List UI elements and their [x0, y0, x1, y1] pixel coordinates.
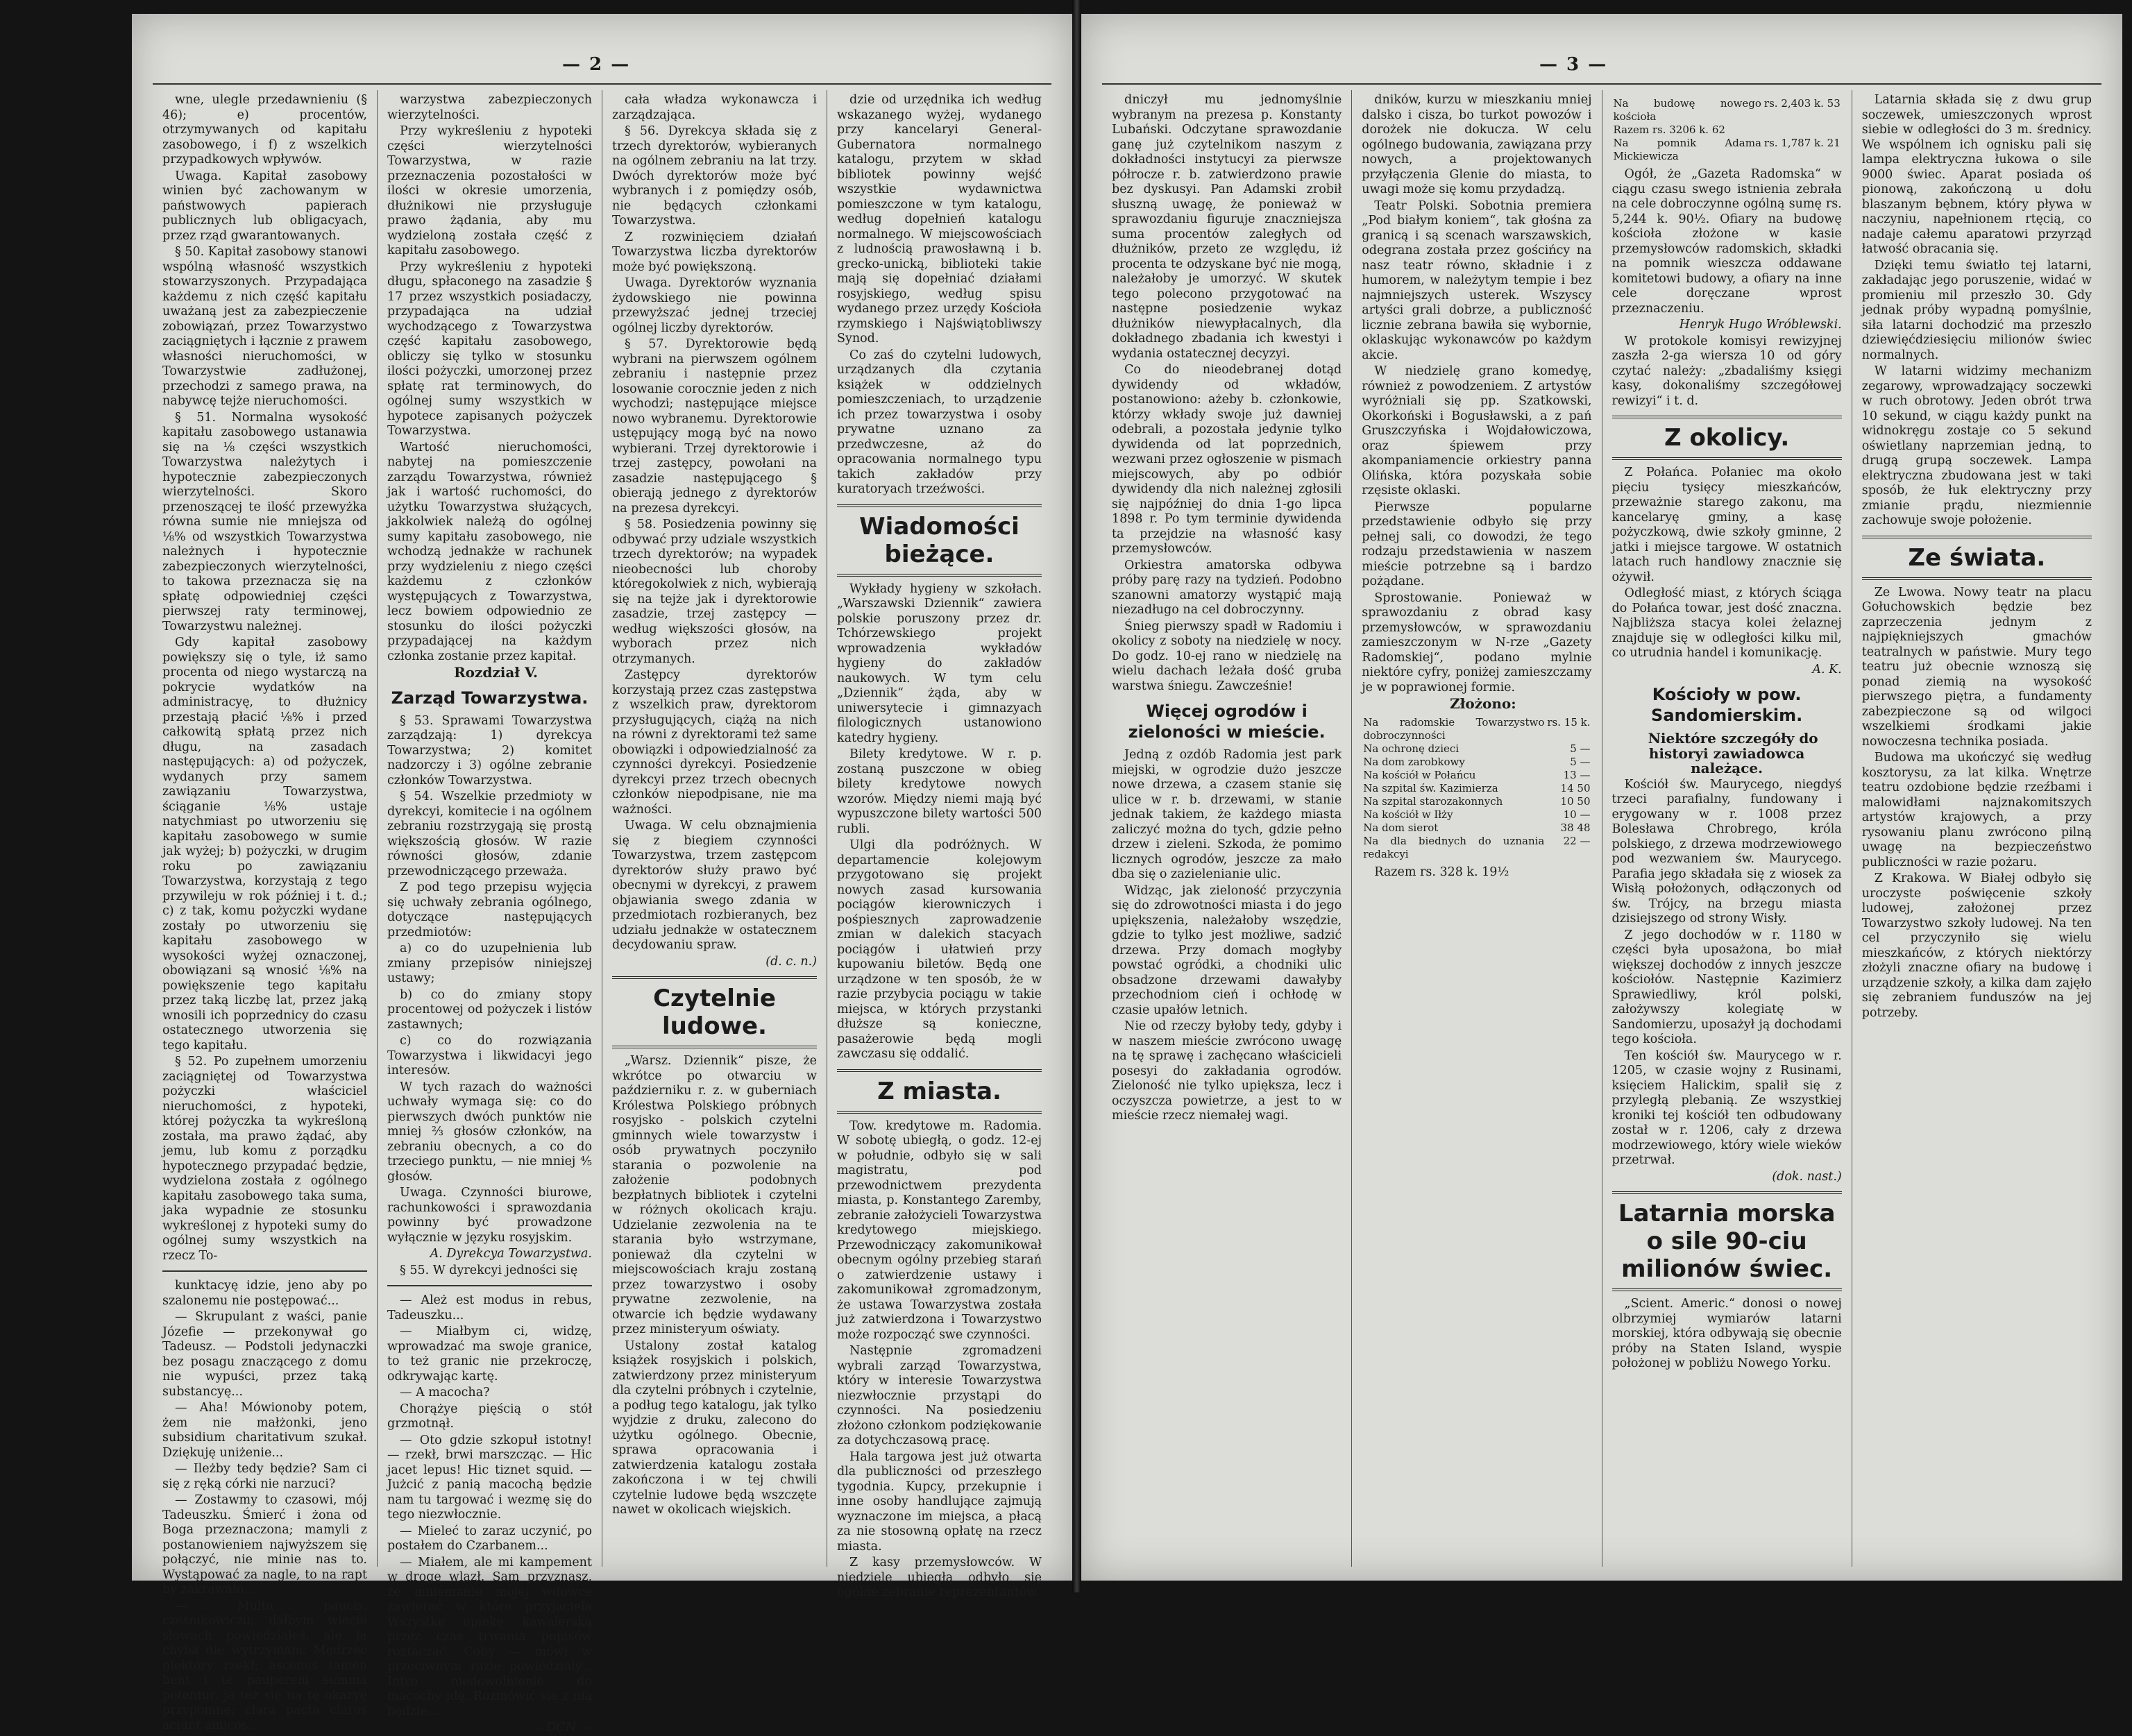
article-heading: Z okolicy. [1612, 416, 1842, 460]
paragraph: Co do nieodebranej dotąd dywidendy od wkładów, postanowiono: ażeby b. członkowie, którzy wkłady swoje już dawniej odebrali, a pozostała jedynie tylko dywidenda od lat poprzednich, wezwani przez ogłoszenie w pismach miejscowych, aby po odbiór dywidendy dla nich należnej zgłosili się najpóźniej do dnia 1-go lipca 1898 r. Po tym terminie dywidenda ta przejdzie na własność kasy przemysłowców. [1112, 363, 1342, 556]
ledger-amount: 10 — [1563, 808, 1591, 821]
ledger-row [1362, 795, 1591, 808]
section-divider [387, 1285, 592, 1286]
paragraph: — Ileżby tedy będzie? Sam ci się z ręką córki nie narzuci? [162, 1462, 367, 1491]
column [1102, 90, 1352, 1567]
ledger-label: Na dom zarobkowy [1363, 755, 1465, 768]
ledger-label: Na radomskie Towarzystwo dobroczynności [1363, 715, 1545, 742]
paragraph: cała władza wykonawcza i zarządzająca. [612, 93, 817, 122]
column [378, 90, 602, 1735]
paragraph: Orkiestra amatorska odbywa próby parę razy na tydzień. Podobno szanowni amatorzy wystąpić mają niezadługo na cel dobroczynny. [1112, 558, 1342, 617]
paragraph: W tych razach do ważności uchwały wymaga się: co do pierwszych dwóch punktów nie mniej ⅔ głosów członków, na zebraniu obecnych, a co do trzeciego punktu, — nie mniej ⅘ głosów. [387, 1080, 592, 1184]
paragraph: Pierwsze popularne przedstawienie odbyło się przy pełnej sali, co dowodzi, że tego rodzaju przedstawienia w naszem mieście potrzebne są i bardzo pożądane. [1362, 500, 1592, 588]
paragraph: Z Krakowa. W Białej odbyło się uroczyste poświęcenie szkoły ludowej, założonej przez Towarzystwo szkoły ludowej. Na ten cel przyczyniło się wielu mieszkańców, z których niektórzy złożyli znaczne ofiary na budowę i urządzenie szkoły, a kilka dam zajęło się zebraniem funduszów na jej potrzeby. [1861, 871, 2092, 1020]
ledger-label: Na ochronę dzieci [1363, 742, 1460, 755]
left-page [132, 14, 1072, 1735]
paragraph: Hala targowa jest już otwarta dla publiczności od przeszłego tygodnia. Kupcy, przekupnie i inne osoby handlujące zajmują wyznaczone im miejsca, a płacą za nie stosowną opłatę na rzecz miasta. [837, 1449, 1042, 1554]
paragraph: Z rozwinięciem działań Towarzystwa liczba dyrektorów może być powiększoną. [612, 230, 817, 274]
paragraph: — Mieleć to zaraz uczynić, po postałem do Czarbanem... [387, 1524, 592, 1553]
paragraph: Jedną z ozdób Radomia jest park miejski, w ogrodzie dużo jeszcze nowe drzewa, a czasem stanie się ulice w r. b. drzewami, w stanie jednak takiem, że każdego miasta zaliczyć można do tych, gdzie pełno drzew i zieleni. Szkoda, że pomimo licznych ogrodów, jeszcze za mało dba się o zazielenianie ulic. [1112, 748, 1342, 881]
paragraph: § 50. Kapitał zasobowy stanowi wspólną własność wszystkich stowarzyszonych. Przypadająca każdemu z nich część kapitału uważaną jest za zabezpieczenie zobowiązań, przez Towarzystwo zaciągniętych i łącznie z prawem własności nieruchomości, w Towarzystwie zadłużonej, przechodzi z samego prawa, na nabywcę tejże nieruchomości. [162, 245, 367, 408]
ledger-label: Na szpital starozakonnych [1363, 794, 1503, 808]
page-number: — 2 — [562, 54, 631, 75]
paragraph: Wartość nieruchomości, nabytej na pomieszczenie zarządu Towarzystwa, również jak i wartość ruchomości, do użytku Towarzystwa służących, jakkolwiek należą do ogólnej sumy kapitału zasobowego, nie wchodzą jednakże w rachunek przy wydzieleniu z niego części każdemu z członków występujących z Towarzystwa, lecz bowiem odpowiednio ze stosunku do ilości pożyczki przypadającej na każdym członka zostanie przez kapitał. [387, 440, 592, 663]
paragraph: kunktacyę idzie, jeno aby po szalonemu nie postępować... [162, 1279, 367, 1308]
paragraph: Przy wykreśleniu z hypoteki części wierzytelności Towarzystwa, w razie przeznaczenia pozostałości w ilości w okresie umorzenia, dłużnikowi nie przysługuje prawo żądania, aby mu wydzieloną została część z kapitału zasobowego. [387, 124, 592, 257]
paragraph: § 56. Dyrekcya składa się z trzech dyrektorów, wybieranych na ogólnem zebraniu na lat trzy. Dwóch dyrektorów może być wybranych i z pomiędzy osób, nie będących członkami Towarzystwa. [612, 124, 817, 228]
paragraph: Budowa ma ukończyć się według kosztorysu, za lat kilka. Wnętrze teatru ozdobione będzie rzeźbami i malowidłami najznakomitszych artystów krajowych, a przy rysowaniu planu zwrócono pilną uwagę na bezpieczeństwo publiczności w razie pożaru. [1861, 751, 2092, 869]
paragraph: Teatr Polski. Sobotnia premiera „Pod białym koniem“, tak głośna za granicą i są scenach warszawskich, odegrana została przez gościńcy na nasz teatr równo, składnie i z humorem, w należytym tempie i bez najmniejszych usterek. Wszyscy artyści grali dobrze, a publiczność licznie zebrana bawiła się wybornie, oklaskując wykonawców po każdym akcie. [1362, 198, 1592, 362]
paragraph: W niedzielę grano komedyę, również z powodzeniem. Z artystów wyróżniali się pp. Szatkowski, Okorkoński i Bogusławski, a z pań Gruszczyńska i Wojdałowiczowa, oraz śpiewem przy akompaniamencie orkiestry panna Olińska, która pozyskała sobie rzęsiste oklaski. [1362, 364, 1592, 497]
ledger-amount: 5 — [1570, 742, 1591, 755]
ledger-label: Na kościół w Połańcu [1363, 768, 1476, 781]
columns-container [153, 90, 1051, 1735]
paragraph: Dzięki temu światło tej latarni, zakładając jego poruszenie, widać w promieniu mil przeszło 30. Gdy jednak próby wypadną pomyślnie, siła latarni dochodzić ma przeszło dziewięćdziesięciu milionów świec normalnych. [1861, 258, 2092, 362]
ledger-label: Razem rs. 3206 k. 62 [1613, 124, 1725, 136]
paragraph: dzie od urzędnika ich według wskazanego wyżej, wydanego przy kancelaryi General-Gubernatora normalnego katalogu, przytem w skład bibliotek powinny wejść wszystkie wydawnictwa pomieszczone w tym katalogu, według dopełnień katalogu normalnego. W miejscowościach z ludnością prawosławną i b. grecko-unicką, biblioteki takie mają się dopełniać działami rosyjskiego, według spisu wydanego przez urzędy Kościoła rzymskiego i Najświątobliwszy Synod. [837, 93, 1042, 346]
ledger-amount: 13 — [1563, 768, 1591, 781]
paragraph: Razem rs. 328 k. 19½ [1374, 865, 1509, 879]
column [602, 90, 827, 1567]
paragraph: dniczył mu jednomyślnie wybranym na prezesa p. Konstanty Lubański. Odczytane sprawozdanie ganę już czytelnikom naszym z dokładności instytucyi za pierwsze półrocze r. b. zatwierdzono prawie bez dyskusyi. Pan Adamski zrobił słuszną uwagę, że ponieważ w sprawozdaniu figuruje znaczniejsza suma procentów zaległych od dłużników, przeto ze względu, iż procenta te odzyskane być nie mogą, należałoby je umorzyć. W skutek tego polecono przygotować na następne posiedzenie wykaz dłużników niewypłacalnych, dla dokładnego zbadania ich kwestyi i wydania ostatecznej decyzyi. [1112, 93, 1342, 361]
ledger-row [1362, 808, 1591, 822]
signature: A. Dyrekcya Towarzystwa. [430, 1247, 592, 1261]
paragraph: Przy wykreśleniu z hypoteki długu, spłaconego na zasadzie § 17 przez wszystkich posiadaczy, przypadająca na udział wychodzącego z Towarzystwa część kapitału zasobowego, obliczy się tylko w stosunku ilości pożyczki, umorzonej przez spłatę rat terminowych, do ogólnej sumy wszystkich w hypotece zapisanych pożyczek Towarzystwa. [387, 259, 592, 438]
article-heading: Latarnia morska o sile 90-ciu milionów świec. [1612, 1191, 1842, 1291]
ledger-label: Na dom sierot [1363, 821, 1439, 834]
paragraph: Latarnia składa się z dwu grup soczewek, umieszczonych wprost siebie w odległości do 3 m. średnicy. We wspólnem ich ognisku pali się lampa elektryczna łukowa o sile 9000 świec. Aparat posiada oś pionową, zakończoną u dołu blaszanym bębnem, który pływa w naczyniu, napełnionem rtęcią, co nadaje całemu aparatowi przyrząd łatwość obracania się. [1861, 93, 2092, 256]
paragraph: Następnie zgromadzeni wybrali zarząd Towarzystwa, który w interesie Towarzystwa niezwłocznie przystąpi do czynności. Na posiedzeniu złożono członkom podziękowanie za dotychczasową pracę. [837, 1344, 1042, 1447]
paragraph: — A macocha? [400, 1386, 490, 1399]
paragraph: Co zaś do czytelni ludowych, urządzanych dla czytania książek w oddzielnych pomieszczeniach, to urządzenie ich przez towarzystwa i osoby prywatne uznano za przedwczesne, aż do opracowania normalnego typu takich zakładów przy kuratoryach trzeźwości. [837, 348, 1042, 496]
ledger-label: Na dla biednych do uznania redakcyi [1363, 834, 1545, 860]
column [1602, 90, 1852, 1567]
article-heading: Wiadomości bieżące. [837, 504, 1042, 577]
ledger-row [1362, 822, 1591, 835]
paragraph: — Ależ est modus in rebus, Tadeuszku... [387, 1293, 592, 1322]
ledger-amount: 10 50 [1560, 794, 1591, 808]
paragraph: Bilety kredytowe. W r. p. zostaną puszczone w obieg bilety kredytowe nowych wzorów. Między niemi mają być wypuszczone bilety wartości 500 rubli. [837, 747, 1042, 836]
paragraph: § 58. Posiedzenia powinny się odbywać przy udziale wszystkich trzech dyrektorów; na wypadek nieobecności lub choroby któregokolwiek z nich, wybierają się na tejże jak i dyrektorowie zasadzie, trzej zastępcy — według większości głosów, na wyborach przez nich otrzymanych. [612, 518, 817, 666]
book-gutter [1072, 0, 1081, 1592]
paragraph: Uwaga. Dyrektorów wyznania żydowskiego nie powinna przewyższać jednej trzeciej ogólnej liczby dyrektorów. [612, 276, 817, 335]
ledger-label: Na pomnik Adama Mickiewicza [1613, 137, 1761, 162]
paragraph: § 57. Dyrektorowie będą wybrani na pierwszem ogólnem zebraniu i następnie przez losowanie corocznie jeden z nich wychodzi; następujące miejsce nowo wybranemu. Dyrektorowie ustępujący mogą być na nowo wybierani. Trzej dyrektorowie i trzej zastępcy, powołani na zasadzie następującego § obierają jednego z dyrektorów na prezesa dyrekcyi. [612, 337, 817, 516]
subheading: Złożono: [1450, 695, 1516, 712]
signature: (dok. nast.) [1772, 1169, 1842, 1184]
ledger-row [1362, 756, 1591, 769]
paragraph: Z jego dochodów w r. 1180 w części była uposażona, bo miał większej dochodów z innych jeszcze kościołów. Następnie Kazimierz Sprawiedliwy, król polski, założywszy kolegiatę w Sandomierzu, uposażył ją dochodami tego kościoła. [1611, 928, 1842, 1046]
paragraph: Ustalony został katalog książek rosyjskich i polskich, zatwierdzony przez ministeryum dla czytelni próbnych i czytelnie, a podług tego katalogu, jak tylko wyjdzie z druku, zalecono do użytku ogólnego. Obecnie, sprawa opracowania i zatwierdzenia katalogu została zakończona i w tej chwili czytelnie ludowe będą wszczęte nawet w okolicach wiejskich. [612, 1338, 817, 1517]
article-heading: Ze świata. [1862, 536, 2092, 580]
paragraph: Widząc, jak zieloność przyczynia się do zdrowotności miasta i do jego upiększenia, należałoby wszędzie, gdzie to tylko jest możliwe, sadzić drzewa. Przy domach mogłyby powstać ogródki, a chodniki ulic obsadzone drzewami dawałyby przechodniom cień i ochłodę w czasie upałów letnich. [1112, 883, 1342, 1017]
paragraph: dników, kurzu w mieszkaniu mniej dalsko i cisza, bo turkot powozów i dorożek nie dokucza. W celu ogólnego budowania, zawiązana przy nowych, a projektowanych przyłączenia Glenie do miasta, to uwagi może się komu przydadzą. [1362, 93, 1592, 196]
ledger-amount: rs. 15 k. [1547, 715, 1591, 729]
paragraph: Sprostowanie. Ponieważ w sprawozdaniu z obrad kasy przemysłowców, w sprawozdaniu zamieszczonym w N-rze „Gazety Radomskiej“, podano mylnie niektóre cyfry, poniżej zamieszczamy je w poprawionej formie. [1362, 590, 1592, 695]
ledger-amount: rs. 1,787 k. 21 [1763, 137, 1841, 149]
ledger-label: Na kościół w Iłży [1363, 808, 1453, 821]
paragraph: Odległość miast, z których ściąga do Połańca towar, jest dość znaczna. Najbliższa stacya kolei żelaznej znajduje się w odległości kilku mil, co utrudnia handel i komunikację. [1611, 586, 1842, 660]
paragraph: — Miałem, ale mi kampement w drogę wlazł. Sam przyznasz, że mniemanie mojej wdowce zawierać w które przyjaciela Wszystkę opiekę kawalerską przez czas trwania popisów roztaczać. Coby — mówi w przeciwnym razie powiedziały... Intro niedowolnienie do macochy idę. Rozmówić się z nią będzie... [387, 1555, 592, 1719]
article-heading: Czytelnie ludowe. [612, 976, 817, 1048]
paragraph: — Zostawmy to czasowi, mój Tadeuszku. Śmierć i żona od Boga przeznaczona; mamyli z postanowieniem najwyższem się połączyć, nie minie nas to. Wystąpować za nagle, to na rapt by zakrawało... [162, 1493, 367, 1597]
paragraph: § 52. Po zupełnem umorzeniu zaciągniętej od Towarzystwa pożyczki właściciel nieruchomości, z hypoteki, której pożyczka ta wykreśloną została, ma prawo żądać, aby jemu, lub komu z porządku hypotecznego przypadać będzie, wydzielona została z ogólnego kapitału zasobowego taka suma, jaka wypadnie ze stosunku wykreślonej z hypoteki sumy do ogólnej sumy wszystkich na rzecz To- [162, 1055, 367, 1263]
paragraph: § 54. Wszelkie przedmioty w dyrekcyi, komitecie i na ogólnem zebraniu rozstrzygają się prostą większością głosów. W razie równości głosów, zdanie przewodniczącego przeważa. [387, 790, 592, 878]
column [153, 90, 378, 1733]
paragraph: W protokole komisyi rewizyjnej zaszła 2-ga wiersza 10 od góry czytać należy: „zbadaliśmy księgi kasy, dokonaliśmy szczegółowej rewizyi“ i t. d. [1611, 334, 1842, 408]
paragraph: Uwaga. Kapitał zasobowy winien być zachowanym w państwowych papierach publicznych lub obligacyach, przez rząd gwarantowanych. [162, 169, 367, 243]
article-heading: Zarząd Towarzystwa. [391, 688, 589, 708]
paragraph: Ulgi dla podróżnych. W departamencie kolejowym przygotowano się projekt nowych zasad kursowania pociągów kierowniczych i pośpiesznych zaprowadzenie zmian w dalekich stacyach pociągów i ułatwień przy kupowaniu biletów. Będą one urządzone w ten sposób, że w razie przybycia pociągu w takie miejsca, w których przystanki dłuższe są konieczne, pasażerowie będą mogli zawczasu się oddalić. [837, 838, 1042, 1061]
ledger-label: Na budowę nowego kościoła [1613, 97, 1761, 123]
signature: (d. c. n.) [765, 954, 817, 969]
right-page [1081, 14, 2122, 1581]
paragraph: b) co do zmiany stopy procentowej od pożyczek i listów zastawnych; [387, 987, 592, 1032]
paragraph: c) co do rozwiązania Towarzystwa i likwidacyi jego interesów. [387, 1034, 592, 1078]
paragraph: § 55. W dyrekcyi jedności się [400, 1263, 578, 1277]
ledger-row [1362, 769, 1591, 782]
ledger-row [1362, 835, 1591, 861]
column [827, 90, 1051, 1599]
paragraph: § 53. Sprawami Towarzystwa zarządzają: 1) dyrekcya Towarzystwa; 2) komitet nadzorczy i 3) ogólne zebranie członków Towarzystwa. [387, 713, 592, 788]
paragraph: Z Połańca. Połaniec ma około pięciu tysięcy mieszkańców, przeważnie starego zakonu, ma kancelaryę gminy, a kasę pożyczkową, dwie szkoły gminne, 2 jatki i miejsce targowe. W ostatnich latach ruch handlowy znacznie się ożywił. [1611, 466, 1842, 584]
paragraph: a) co do uzupełnienia lub zmiany przepisów niniejszej ustawy; [387, 942, 592, 985]
ledger-row [1362, 782, 1591, 795]
paragraph: „Warsz. Dziennik“ pisze, że wkrótce po otwarciu w październiku r. z. w guberniach Królestwa Polskiego próbnych rosyjsko - polskich czytelni gminnych wiele towarzystw i osób prywatnych poczyniło starania o pozwolenie na założenie podobnych bezpłatnych bibliotek i czytelni w różnych okolicach kraju. Udzielanie zezwolenia na te starania było wstrzymane, ponieważ dla czytelni w miejscowościach kraju zostaną przez towarzystwo i osoby prywatne zezwolenie, na otwarcie ich będzie wydawany przez ministeryum oświaty. [612, 1054, 817, 1336]
ledger-row [1612, 124, 1842, 137]
paragraph: warzystwa zabezpieczonych wierzytelności. [387, 93, 592, 122]
ledger-row [1362, 742, 1591, 756]
columns-container [1102, 90, 2101, 1567]
paragraph: Gdy kapitał zasobowy powiększy się o tyle, iż samo procenta od niego wystarczą na pokrycie wydatków na administracyę, to dłużnicy przestają płacić ⅛% i przed całkowitą spłatą przez nich długu, na zasadach następujących: a) od pożyczek, wydanych przy samem zawiązaniu Towarzystwa, ściąganie ⅛% ustaje natychmiast po utworzeniu się kapitału zasobowego w sumie jak wyżej; b) pożyczki, w drugim roku po zawiązaniu Towarzystwa, korzystają z tego przywileju w rok później i t. d.; c) z tak, komu pożyczki wydane zostały po utworzeniu się kapitału zasobowego w wysokości wyżej oznaczonej, obowiązani są wnosić ⅛% na powiększenie tego kapitału przez taką liczbę lat, przez jaką wnosili ich poprzednicy do czasu ostatecznego utworzenia się tego kapitału. [162, 636, 367, 1053]
paragraph: Z kasy przemysłowców. W niedzielę ubiegłą odbyło się ogólne zebranie reprezentantów. [837, 1556, 1042, 1599]
header-rule [1102, 83, 2101, 85]
paragraph: Uwaga. Czynności biurowe, rachunkowości i sprawozdania powinny być prowadzone wyłącznie w języku rosyjskim. [387, 1186, 592, 1245]
ledger-row [1612, 97, 1842, 124]
ledger-amount: 38 48 [1560, 821, 1591, 834]
paragraph: Wykłady hygieny w szkołach. „Warszawski Dziennik“ zawiera polskie poruszony przez dr. Tchórzewskiego projekt wprowadzenia wykładów hygieny do zakładów naukowych. W tym celu „Dziennik“ żąda, aby w uniwersytecie i gimnazyach filologicznych ustanowiono katedry hygieny. [837, 581, 1042, 745]
column [1352, 90, 1602, 1567]
paragraph: Chorążye pięścią o stół grzmotnął. [387, 1402, 592, 1431]
ledger-row [1362, 716, 1591, 742]
ledger-amount: 14 50 [1560, 781, 1591, 794]
donation-ledger [1362, 716, 1591, 861]
ledger-amount: rs. 2,403 k. 53 [1763, 97, 1841, 110]
ledger-amount: 22 — [1563, 834, 1591, 847]
column [1852, 90, 2101, 1567]
paragraph: W latarni widzimy mechanizm zegarowy, wprowadzający soczewki w ruch obrotowy. Jeden obrót trwa 10 sekund, w ciągu każdy punkt na widnokręgu zostaje co 5 sekund oświetlany naprzemian jedną, to drugą grupą soczewek. Lampa elektryczna zbudowana jest w taki sposób, że łuk elektryczny przy zmianie prądu, niezmiennie zachowuje swoje położenie. [1861, 364, 2092, 527]
paragraph: „Scient. Americ.“ donosi o nowej olbrzymiej wymiarów latarni morskiej, która odbywają się obecnie próby na Staten Island, wyspie położonej w pobliżu Nowego Yorku. [1611, 1297, 1842, 1370]
paragraph: Uwaga. W celu obznajmienia się z biegiem czynności Towarzystwa, trzem zastępcom dyrektorów służy prawo być obecnymi w dyrekcyi, z prawem objawiania swego zdania w przedmiotach rozbieranych, bez udziału jednakże w ostatecznem decydowaniu spraw. [612, 819, 817, 952]
paragraph: — Multa paucis, cześnikowiczu; dałbym wiecie słowach powiedziałeś, ale ja chyba nie wytrzymam. Mędrzec niektóry rzekł: ascenus tamen bent i te pauperem summa petentur, ja też się na tę okazyę przypomnę: clara pacta claros aciunt amicos. [162, 1599, 367, 1733]
paragraph: — Skrupulant z waści, panie Józefie — przekonywał go Tadeusz. — Podstoli jedynaczki bez posagu znaczącego z domu nie wypuści, przez taką substancyę... [162, 1310, 367, 1399]
ledger-label: Na szpital św. Kazimierza [1363, 781, 1498, 794]
paragraph: Ogół, że „Gazeta Radomska“ w ciągu czasu swego istnienia zebrała na cele dobroczynne ogólną sumę rs. 5,244 k. 90½. Ofiary na budowę kościoła złożone w kasie przemysłowców radomskich, składki na pomnik wieszcza oddawane komitetowi budowy, a ofiary na inne cele doręczane wprost przeznaczeniu. [1611, 167, 1842, 316]
paragraph: Tow. kredytowe m. Radomia. W sobotę ubiegłą, o godz. 12-ej w południe, odbyło się w sali magistratu, pod przewodnictwem prezydenta miasta, p. Konstantego Zaremby, zebranie założycieli Towarzystwa kredytowego miejskiego. Przewodniczący zakomunikował obecnym ogólny przebieg starań o zatwierdzenie ustawy i zakomunikował zgromadzonym, że ustawa Towarzystwa została już zatwierdzona i Towarzystwo może rozpocząć swe czynności. [837, 1118, 1042, 1342]
paragraph: — Miałbym ci, widzę, wprowadzać ma swoje granice, to też granic nie przekroczę, odkrywając kartę. [387, 1325, 592, 1384]
paragraph: Zastępcy dyrektorów korzystają przez czas zastępstwa z wszelkich praw, dyrektorom przysługujących, ciążą na nich na równi z dyrektorami też same obowiązki i odpowiedzialność za czynności dyrekcyi. Posiedzenie dyrekcyi przez trzech obecnych członków niepodpisane, nie ma ważności. [612, 668, 817, 817]
paragraph: wne, ulegle przedawnieniu (§ 46); e) procentów, otrzymywanych od kapitału zasobowego, i f) z wszelkich przypadkowych wpływów. [162, 93, 367, 167]
paragraph: Kościół św. Maurycego, niegdyś trzeci parafialny, fundowany i erygowany w r. 1008 przez Bolesława Chrobrego, króla polskiego, z drzewa modrzewiowego pod wezwaniem św. Maurycego. Parafia jego składała się z wiosek za Wisłą położonych, odłączonych od św. Trójcy, na brzegu miasta dzisiejszego od strony Wisły. [1611, 777, 1842, 926]
paragraph: Z pod tego przepisu wyjęcia się uchwały zebrania ogólnego, dotyczące następujących przedmiotów: [387, 880, 592, 939]
article-heading: Kościoły w pow. Sandomierskim. [1651, 685, 1803, 725]
page-number: — 3 — [1539, 54, 1608, 75]
signature: Henryk Hugo Wróblewski. [1679, 318, 1842, 332]
header-rule [153, 83, 1051, 85]
paragraph: Śnieg pierwszy spadł w Radomiu i okolicy z soboty na niedzielę w nocy. Do godz. 10-ej rano w niedzielę na wielu dachach leżała dość gruba warstwa śniegu. Zawcześnie! [1112, 619, 1342, 693]
paragraph: Ten kościół św. Maurycego w r. 1205, w czasie wojny z Rusinami, księciem Halickim, spalił się z przyległą plebanią. Ze wszystkiej kroniki tej kościół ten odbudowany został w r. 1206, cały z drzewa modrzewiowego, który wiele wieków przetrwał. [1611, 1048, 1842, 1167]
subheading: Rozdział V. [454, 664, 538, 681]
article-heading: Z miasta. [837, 1069, 1042, 1114]
article-heading: Więcej ogrodów i zieloności w mieście. [1128, 701, 1326, 742]
subheading: Niektóre szczegóły do historyi zawiadowca należące. [1648, 730, 1818, 776]
paragraph: — Aha! Mówionoby potem, żem nie małżonki, jeno subsidium charitativum szukał. Dziękuję uniżenie... [162, 1401, 367, 1460]
ledger-row [1612, 137, 1842, 163]
ledger-amount: 5 — [1570, 755, 1591, 768]
section-divider [162, 1270, 367, 1272]
paragraph: Ze Lwowa. Nowy teatr na placu Gołuchowskich będzie bez zaprzeczenia jednym z najpiękniejszych gmachów teatralnych w państwie. Mury tego teatru już obecnie wznoszą się ponad ziemią na wysokość pierwszego piętra, a fundamenty zabezpieczone są od wilgoci wszelkiemi środkami jakie nowoczesna technika posiada. [1861, 585, 2092, 749]
paragraph: — Oto gdzie szkopuł istotny! — rzekł, brwi marszcząc. — Hic jacet lepus! Hic tiznet squid. — Jużcić z panią macochą będzie nam tu targować i wezmę się do tego niezwłocznie. [387, 1433, 592, 1522]
paragraph: Nie od rzeczy byłoby tedy, gdyby i w naszem mieście zwrócono uwagę na tę sprawę i zachęcano właścicieli posesyi do zakładania ogrodów. Zieloność nie tylko upiększa, lecz i oczyszcza powietrze, a jest to w mieście rzecz niemałej wagi. [1112, 1019, 1342, 1123]
paragraph: § 51. Normalna wysokość kapitału zasobowego ustanawia się na ⅛ części wszystkich Towarzystwa należytych i hypotecznie zabezpieczonych wierzytelności. Skoro przenoszącej te ilość przewyżka równa sumie nie mniejsza od ⅛% od wszystkich Towarzystwa należnych i hypotecznie zabezpieczonych wierzytelności, to takowa przeznacza się na spłatę odpowiedniej części pierwszej raty terminowej, Towarzystwu należnej. [162, 410, 367, 633]
signature: — DCN — [530, 1721, 592, 1735]
signature: A. K. [1812, 662, 1842, 676]
donation-ledger [1612, 97, 1842, 163]
